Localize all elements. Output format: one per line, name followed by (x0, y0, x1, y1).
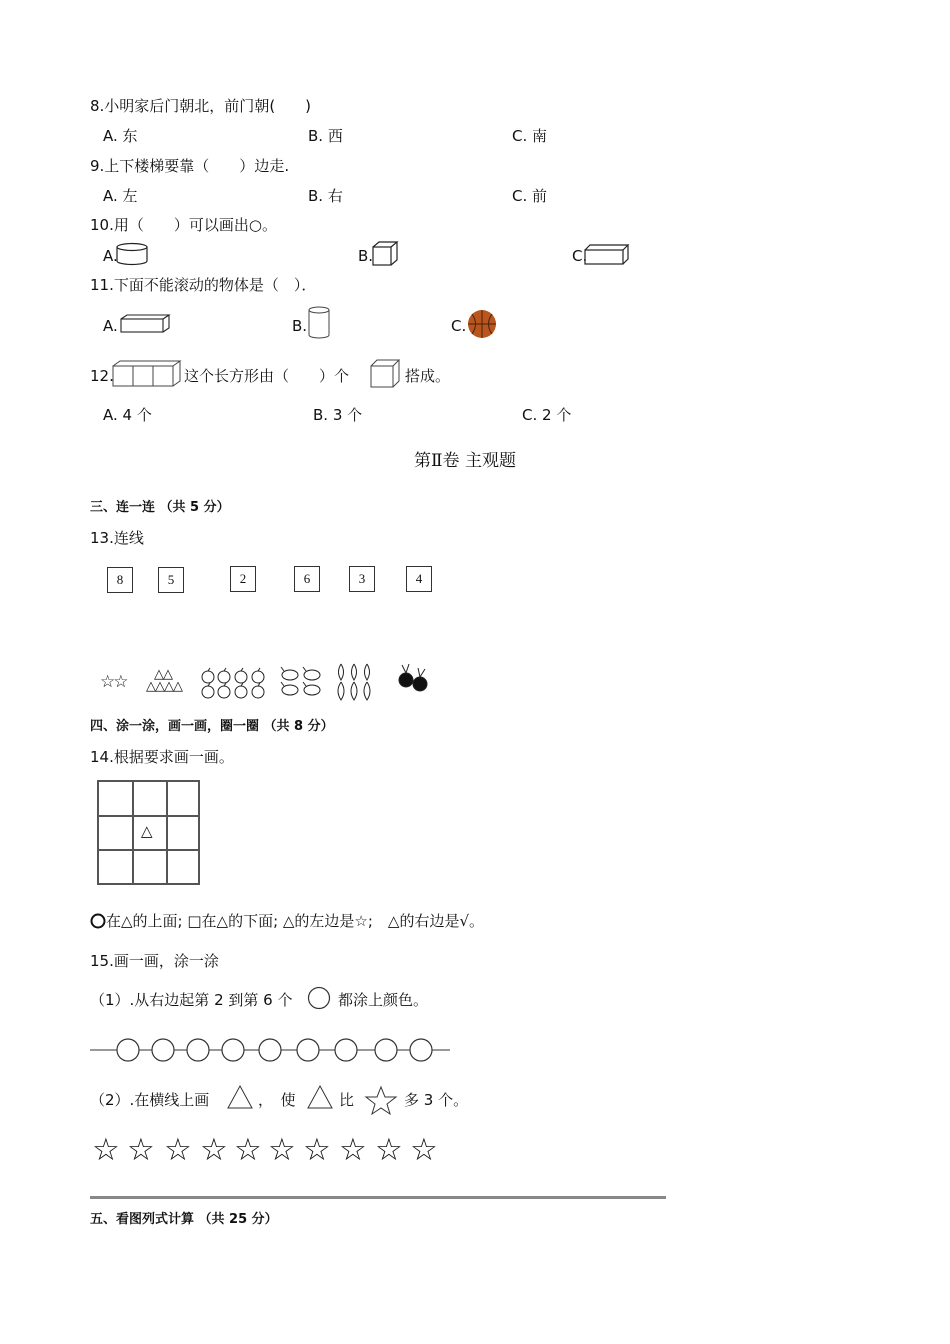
number-box[interactable]: 6 (294, 566, 320, 592)
q10-stem: 10.用（ ）可以画出○。 (90, 216, 277, 234)
grid-3x3[interactable] (97, 780, 200, 885)
triangle-icon: △ (173, 679, 182, 694)
basketball-icon (467, 309, 497, 339)
q8-stem: 8.小明家后门朝北，前门朝( ) (90, 97, 312, 115)
triangle-icon: △ (155, 679, 164, 694)
four-birds-icon[interactable] (280, 666, 324, 698)
triangle-icon: △ (154, 667, 163, 682)
star-icon: ☆ (113, 672, 127, 692)
circle-icon (307, 987, 333, 1011)
star-icon: ☆ (410, 1132, 438, 1168)
section4-title: 四、涂一涂，画一画，圈一圈 （共 8 分） (90, 719, 334, 734)
cylinder-icon (116, 242, 152, 268)
six-triangles-group[interactable] (146, 668, 190, 696)
q9-option-b[interactable]: B. 右 (308, 187, 343, 205)
star-icon (365, 1085, 397, 1115)
q15-part2-text-end: 多 3 个。 (404, 1091, 469, 1109)
q8-option-c[interactable]: C. 南 (512, 127, 548, 145)
q11-option-b[interactable]: B. (292, 317, 308, 335)
star-icon: ☆ (234, 1132, 262, 1168)
q10-option-a[interactable]: A. (103, 247, 118, 265)
q14-stem: 14.根据要求画一画。 (90, 748, 234, 766)
q15-stem: 15.画一画，涂一涂 (90, 952, 219, 970)
cuboid-icon (120, 314, 172, 334)
q12-middle-text: 这个长方形由（ ）个 (184, 367, 350, 385)
q12-option-c[interactable]: C. 2 个 (522, 406, 572, 424)
answer-line[interactable] (90, 1196, 666, 1199)
number-box[interactable]: 4 (406, 566, 432, 592)
q9-option-c[interactable]: C. 前 (512, 187, 548, 205)
q15-part1-text: （1）.从右边起第 2 到第 6 个 (90, 991, 293, 1009)
q8-option-a[interactable]: A. 东 (103, 127, 138, 145)
star-icon: ☆ (100, 672, 114, 692)
triangle-icon (227, 1085, 253, 1109)
number-box[interactable]: 3 (349, 566, 375, 592)
radishes-icon[interactable] (396, 662, 432, 698)
q14-instructions: 在△的上面; □在△的下面; △的左边是☆; △的右边是√。 (106, 912, 485, 930)
section3-title: 三、连一连 （共 5 分） (90, 500, 230, 515)
q15-part2-text: （2）.在横线上画 (90, 1091, 210, 1109)
triangle-icon: △ (146, 679, 155, 694)
q13-stem: 13.连线 (90, 529, 144, 547)
number-box[interactable]: 5 (158, 567, 184, 593)
cube-icon (372, 241, 400, 267)
star-icon: ☆ (268, 1132, 296, 1168)
section5-title: 五、看图列式计算 （共 25 分） (90, 1212, 278, 1227)
cube-icon (370, 359, 402, 389)
q10-option-c[interactable]: C. (572, 247, 588, 265)
star-icon: ☆ (375, 1132, 403, 1168)
q12-option-a[interactable]: A. 4 个 (103, 406, 152, 424)
triangle-icon: △ (164, 679, 173, 694)
q12-number: 12. (90, 367, 114, 385)
star-icon: ☆ (303, 1132, 331, 1168)
triangle-icon: △ (163, 667, 172, 682)
q12-option-b[interactable]: B. 3 个 (313, 406, 363, 424)
star-icon: ☆ (127, 1132, 155, 1168)
cylinder-icon (308, 306, 332, 340)
star-icon: ☆ (164, 1132, 192, 1168)
circles-on-line[interactable] (90, 1036, 452, 1064)
eight-apples-icon[interactable] (200, 668, 270, 700)
q9-stem: 9.上下楼梯要靠（ ）边走. (90, 157, 290, 175)
q15-part2-text-3: 比 (339, 1091, 355, 1109)
star-icon: ☆ (200, 1132, 228, 1168)
six-pears-icon[interactable] (334, 662, 378, 702)
q15-part1-text-end: 都涂上颜色。 (338, 991, 429, 1009)
q11-option-c[interactable]: C. (451, 317, 467, 335)
cuboid-icon (584, 244, 630, 266)
q11-stem: 11.下面不能滚动的物体是（ ）． (90, 276, 317, 294)
center-triangle: △ (141, 822, 153, 840)
star-icon: ☆ (92, 1132, 120, 1168)
star-icon: ☆ (339, 1132, 367, 1168)
part2-title: 第Ⅱ卷 主观题 (414, 451, 516, 471)
cuboid-three-cubes-icon (112, 360, 184, 388)
q9-option-a[interactable]: A. 左 (103, 187, 138, 205)
number-box[interactable]: 2 (230, 566, 256, 592)
two-stars-group[interactable] (100, 672, 127, 692)
triangle-icon (307, 1085, 333, 1109)
q12-end-text: 搭成。 (405, 367, 451, 385)
number-box[interactable]: 8 (107, 567, 133, 593)
circle-icon (90, 913, 106, 929)
q15-part2-text-2: ， 使 (258, 1091, 296, 1109)
q11-option-a[interactable]: A. (103, 317, 118, 335)
q8-option-b[interactable]: B. 西 (308, 127, 343, 145)
q10-option-b[interactable]: B. (358, 247, 374, 265)
